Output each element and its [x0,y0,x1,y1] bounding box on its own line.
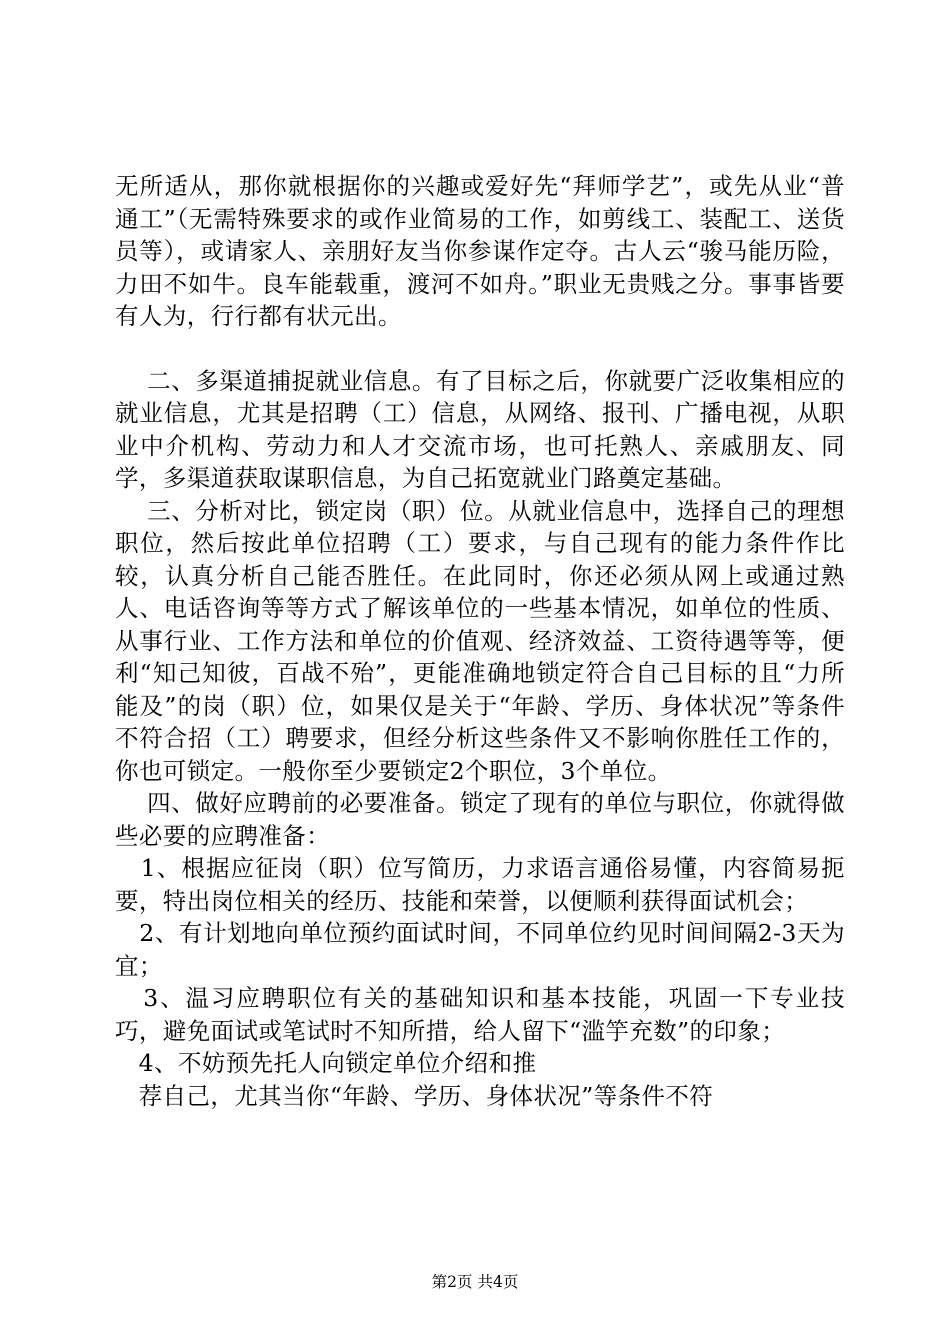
list-item-2: 2、有计划地向单位预约面试时间，不同单位约见时间间隔2-3天为宜； [115,919,845,980]
paragraph-section-3: 三、分析对比，锁定岗（职）位。从就业信息中，选择自己的理想职位，然后按此单位招聘（工）要求，与自己现有的能力条件作比较，认真分析自己能否胜任。在此同时，你还必须从网上或通过熟人、电话咨询等等方式了解该单位的一些基本情况，如单位的性质、从事行业、工作方法和单位的价值观、经济效益、工资待遇等等，便利“知己知彼，百战不殆”，更能准确地锁定符合自己目标的且“力所能及”的岗（职）位，如果仅是关于“年龄、学历、身体状况”等条件不符合招（工）聘要求，但经分析这些条件又不影响你胜任工作的，你也可锁定。一般你至少要锁定2个职位，3个单位。 [115,496,845,785]
list-item-3: 3、温习应聘职位有关的基础知识和基本技能，巩固一下专业技巧，避免面试或笔试时不知所措，给人留下“滥竽充数”的印象； [115,984,845,1045]
paragraph-gap [115,333,845,365]
list-item-1: 1、根据应征岗（职）位写简历，力求语言通俗易懂，内容简易扼要，特出岗位相关的经历、技能和荣誉，以便顺利获得面试机会； [115,854,845,915]
list-item-4: 4、不妨预先托人向锁定单位介绍和推 [115,1049,537,1077]
list-item-4-continuation: 荐自己，尤其当你“年龄、学历、身体状况”等条件不符 [115,1081,714,1110]
document-body [115,170,845,1112]
paragraph-intro-continuation: 无所适从，那你就根据你的兴趣或爱好先“拜师学艺”，或先从业“普通工”（无需特殊要求的或作业简易的工作，如剪线工、装配工、送货员等），或请家人、亲朋好友当你参谋作定夺。古人云“骏马能历险，力田不如牛。良车能载重，渡河不如舟。”职业无贵贱之分。事事皆要有人为，行行都有状元出。 [115,172,845,330]
page-number-footer: 第2页 共4页 [431,1273,519,1291]
paragraph-section-4: 四、做好应聘前的必要准备。锁定了现有的单位与职位，你就得做些必要的应聘准备： [115,789,845,850]
paragraph-section-2: 二、多渠道捕捉就业信息。有了目标之后，你就要广泛收集相应的就业信息，尤其是招聘（工）信息，从网络、报刊、广播电视，从职业中介机构、劳动力和人才交流市场，也可托熟人、亲戚朋友、同学，多渠道获取谋职信息，为自己拓宽就业门路奠定基础。 [115,366,845,492]
